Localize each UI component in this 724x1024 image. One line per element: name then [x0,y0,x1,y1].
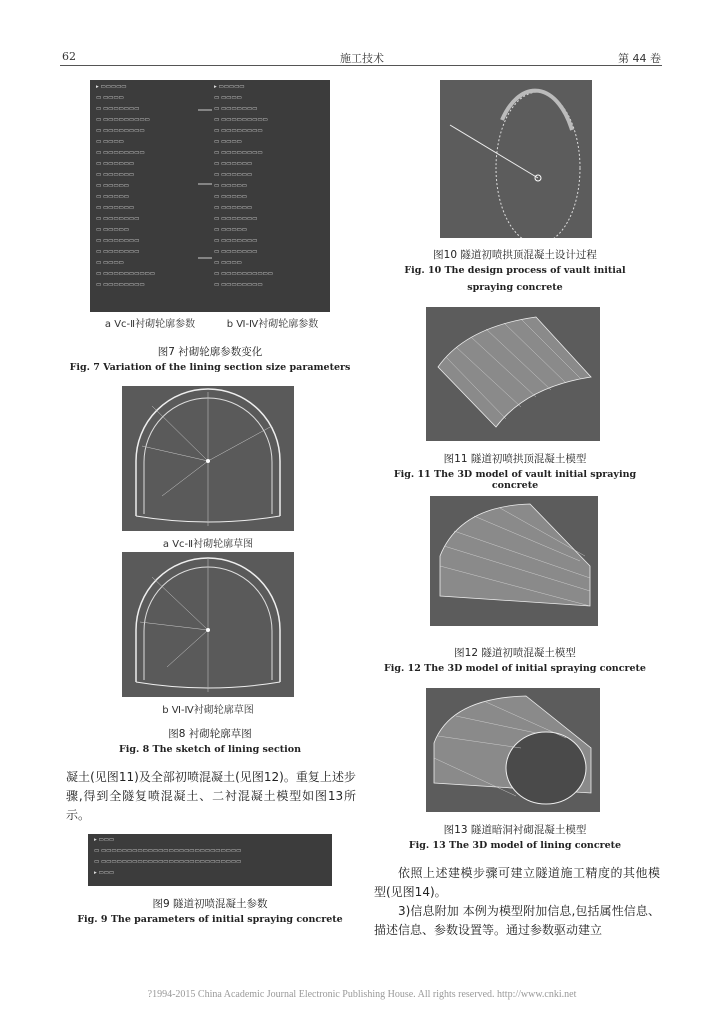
fig7-sub-b: b Ⅵ-Ⅳ衬砌轮廓参数 [226,319,319,330]
fig8-sub-a: a Ⅴc-Ⅱ衬砌轮廓草图 [162,539,254,550]
volume-label: 第 44 卷 [618,52,661,65]
fig8-sub-b: b Ⅵ-Ⅳ衬砌轮廓草图 [162,705,254,716]
fig8b-image [122,552,294,697]
fig8a-sketch [122,386,294,531]
fig7-image [90,80,330,312]
fig7-caption-cn: 图7 衬砌轮廓参数变化 [157,346,263,358]
fig12-caption-en: Fig. 12 The 3D model of initial spraying concrete [384,663,646,674]
fig13-caption-en: Fig. 13 The 3D model of lining concrete [408,840,622,851]
fig12-caption-cn: 图12 隧道初喷混凝土模型 [454,647,576,659]
page-number: 62 [62,50,76,63]
right-body-paragraph-2: 3)信息附加 本例为模型附加信息,包括属性信息、描述信息、参数设置等。通过参数驱动建立 [374,904,660,937]
left-body-paragraph: 凝土(见图11)及全部初喷混凝土(见图12)。重复上述步骤,得到全隧复喷混凝土、二衬混凝土模型如图13所示。 [66,770,356,822]
fig10-caption-en-2: spraying concrete [467,282,563,293]
copyright-footer: ?1994-2015 China Academic Journal Electronic Publishing House. All rights reserved. http://www.cnki.net [147,989,577,1000]
fig8b-sketch [122,552,294,697]
fig9-caption-en: Fig. 9 The parameters of initial spraying concrete [77,914,343,925]
fig7-sub-a: a Ⅴc-Ⅱ衬砌轮廓参数 [104,319,196,330]
fig13-lining [426,688,600,812]
fig11-image [426,307,600,441]
fig11-caption-en: Fig. 11 The 3D model of vault initial spraying concrete [393,469,637,491]
fig7-caption-en: Fig. 7 Variation of the lining section size parameters [69,362,351,373]
fig8-caption-en: Fig. 8 The sketch of lining section [119,744,301,755]
journal-title: 施工技术 [340,52,384,65]
fig11-caption-cn: 图11 隧道初喷拱顶混凝土模型 [443,453,587,465]
fig12-tunnel [430,496,598,626]
fig13-caption-cn: 图13 隧道暗洞衬砌混凝土模型 [443,824,587,836]
fig9-tree: ▸ ▭▭▭ ▭ ▭▭▭▭▭▭▭▭▭▭▭▭▭▭▭▭▭▭▭▭▭▭▭▭▭▭▭ ▭ ▭▭▭▭▭▭▭▭▭▭▭▭▭▭▭▭▭▭▭▭▭▭▭▭▭▭▭ ▸ ▭▭▭ [94,837,242,876]
fig8a-image [122,386,294,531]
header-rule [60,65,662,66]
fig11-vault [426,307,600,441]
fig7-tree-left: ▸ ▭▭▭▭▭ ▭ ▭▭▭▭ ▭ ▭▭▭▭▭▭▭ ▭ ▭▭▭▭▭▭▭▭▭ ▭ ▭▭▭▭▭▭▭▭ ▭ ▭▭▭▭ ▭ ▭▭▭▭▭▭▭▭ ▭ ▭▭▭▭▭▭ ▭ ▭▭▭▭▭▭ ▭ ▭▭▭▭▭ ▭ ▭▭▭▭▭ ▭ ▭▭▭▭▭▭ ▭ ▭▭▭▭▭▭▭ ▭ ▭▭▭▭▭ ▭ ▭▭▭▭▭▭▭ ▭ ▭▭▭▭▭▭▭ ▭ ▭▭▭▭ ▭ ▭▭▭▭▭▭▭▭▭▭ ▭ ▭▭▭▭▭▭▭▭ [96,84,155,288]
fig10-caption-en-1: Fig. 10 The design process of vault initial [404,265,626,276]
fig10-image [440,80,592,238]
fig9-image [88,834,332,886]
fig13-image [426,688,600,812]
fig10-caption-cn: 图10 隧道初喷拱顶混凝土设计过程 [433,249,597,261]
fig7-arrows [90,80,330,312]
fig7-tree-right: ▸ ▭▭▭▭▭ ▭ ▭▭▭▭ ▭ ▭▭▭▭▭▭▭ ▭ ▭▭▭▭▭▭▭▭▭ ▭ ▭▭▭▭▭▭▭▭ ▭ ▭▭▭▭ ▭ ▭▭▭▭▭▭▭▭ ▭ ▭▭▭▭▭▭ ▭ ▭▭▭▭▭▭ ▭ ▭▭▭▭▭ ▭ ▭▭▭▭▭ ▭ ▭▭▭▭▭▭ ▭ ▭▭▭▭▭▭▭ ▭ ▭▭▭▭▭ ▭ ▭▭▭▭▭▭▭ ▭ ▭▭▭▭▭▭▭ ▭ ▭▭▭▭ ▭ ▭▭▭▭▭▭▭▭▭▭ ▭ ▭▭▭▭▭▭▭▭ [214,84,273,288]
right-body-paragraph-1: 依照上述建模步骤可建立隧道施工精度的其他模型(见图14)。 [374,866,660,899]
fig8-caption-cn: 图8 衬砌轮廓草图 [168,728,252,740]
fig10-arc [440,80,592,238]
fig9-caption-cn: 图9 隧道初喷混凝土参数 [152,898,268,910]
fig12-image [430,496,598,626]
